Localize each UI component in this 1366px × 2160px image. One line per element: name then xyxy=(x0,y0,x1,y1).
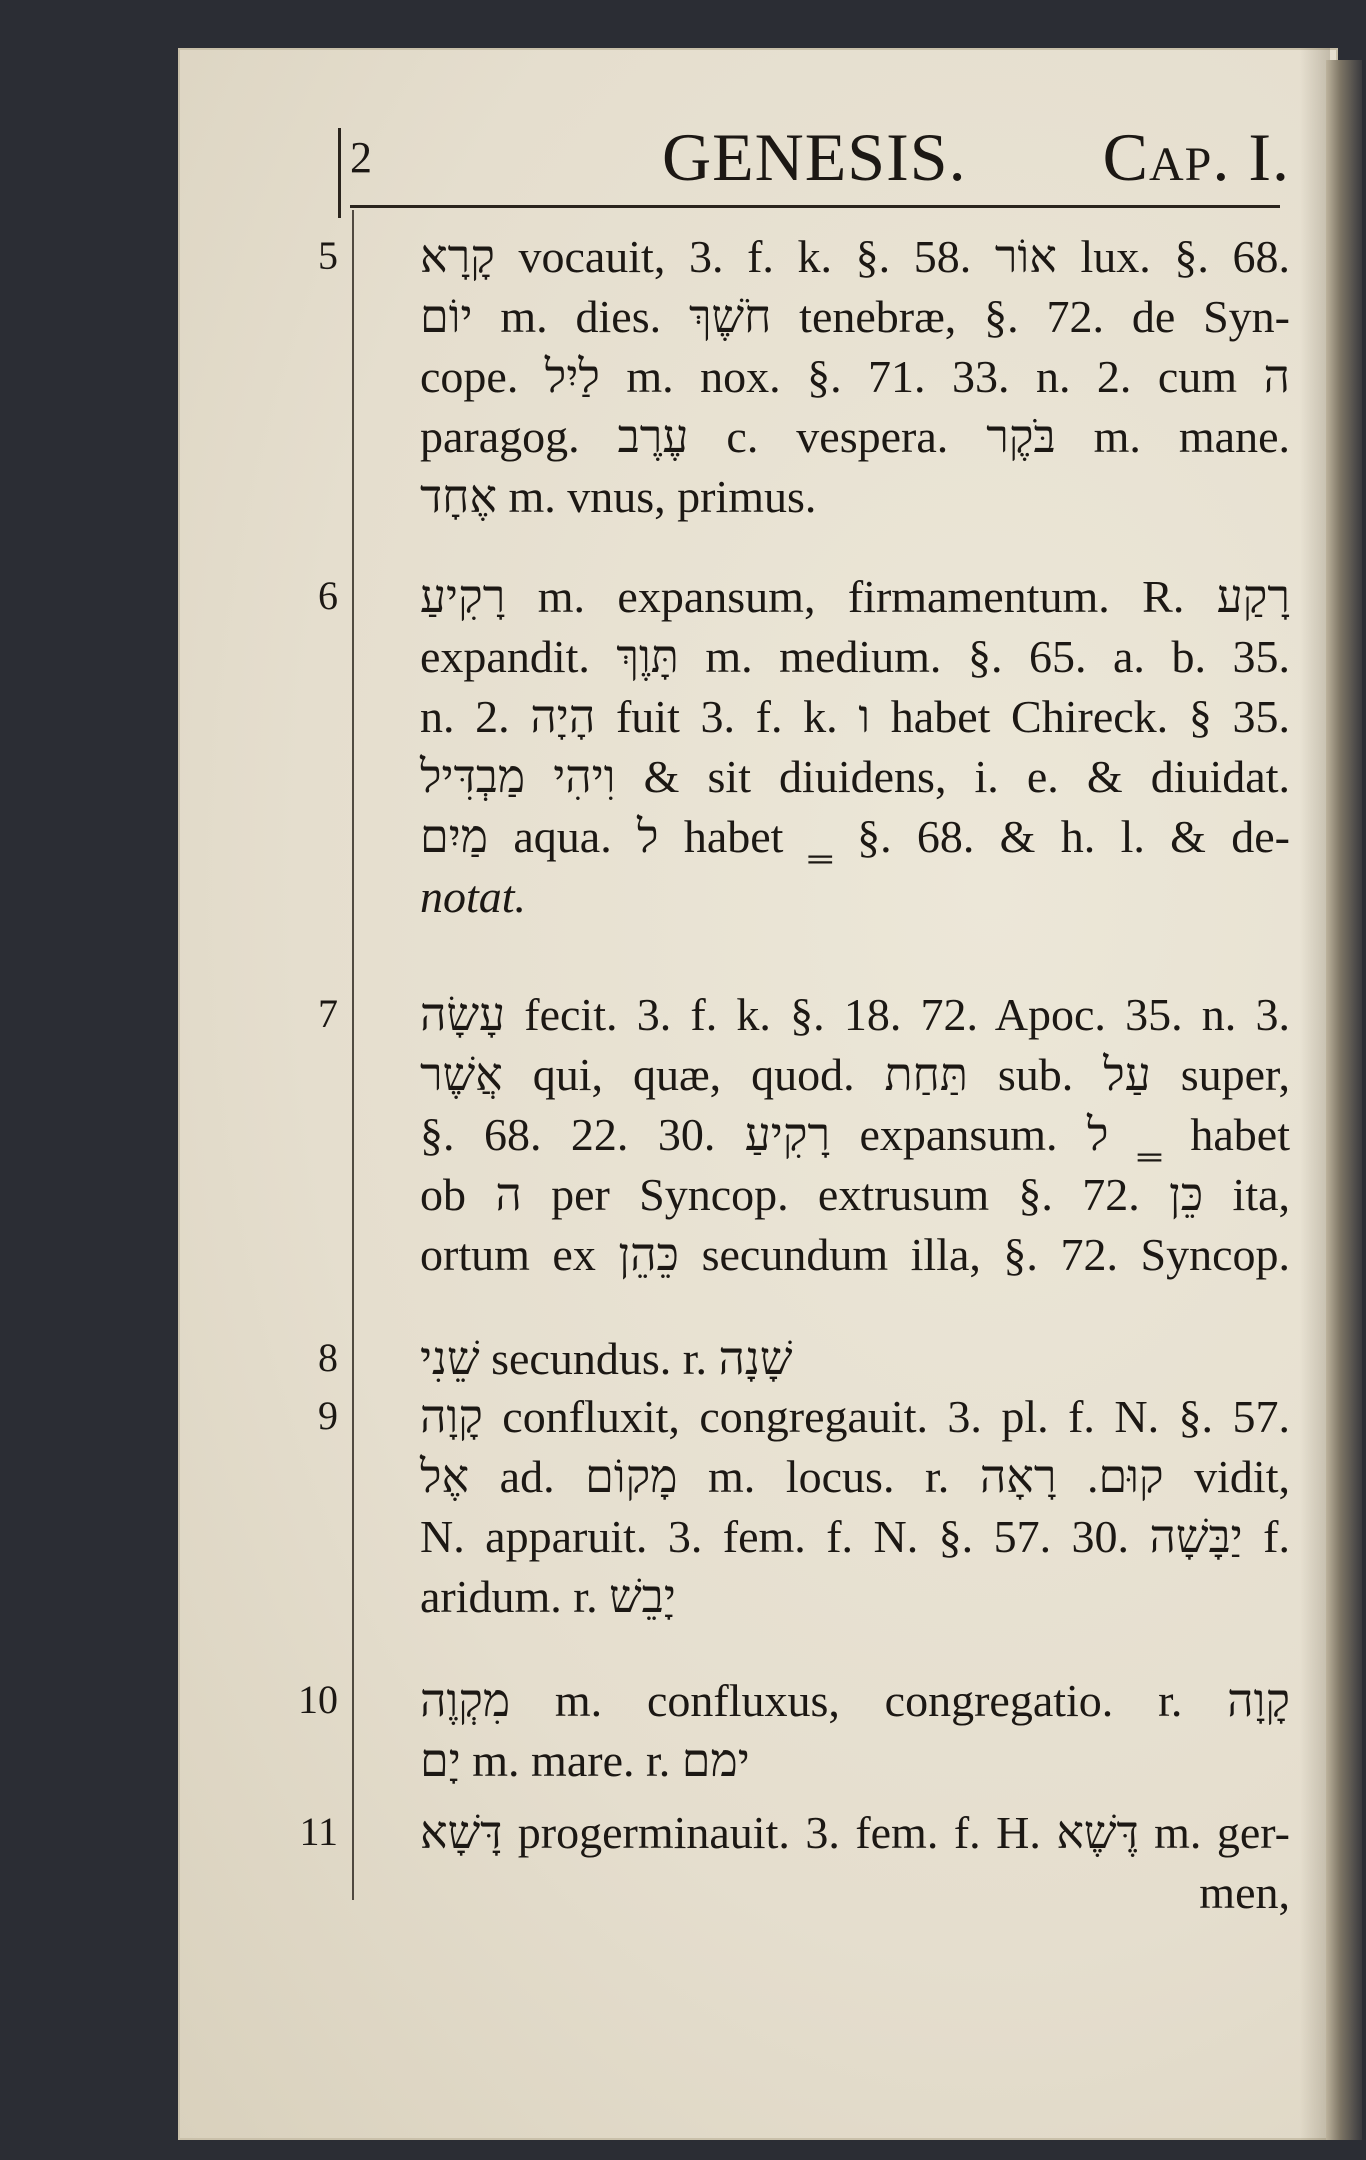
text-line: ob ה per Syncop. extrusum §. 72. כֵּן ita, xyxy=(420,1169,1291,1220)
chapter-label: Cap. I. xyxy=(1102,119,1290,195)
verse-number: 11 xyxy=(299,1809,338,1854)
verse-number: 6 xyxy=(318,573,338,618)
text-line: aridum. r. יָבֵשׁ xyxy=(420,1571,676,1622)
text-line: דָּשָׁא progerminauit. 3. fem. f. H. דֶּשֶׁא m. ger- xyxy=(420,1807,1290,1858)
verse-number: 9 xyxy=(318,1393,338,1438)
text-line: אֲשֶׁר qui, quæ, quod. תַּחַת sub. עַל super, xyxy=(420,1049,1291,1100)
text-line: קָרָא vocauit, 3. f. k. §. 58. אוֹר lux. §. 68. xyxy=(420,231,1290,282)
text-line: מַיִם aqua. ל habet ‗ §. 68. & h. l. & de- xyxy=(420,811,1290,862)
verse-number: 8 xyxy=(318,1335,338,1380)
text-line: paragog. עֶרֶב c. vespera. בֹּקֶר m. mane. xyxy=(420,411,1291,462)
text-line: ortum ex כֵּהֵן secundum illa, §. 72. Syncop. xyxy=(420,1229,1290,1280)
text-line: יוֹם m. dies. חֹשֶׁךְ tenebræ, §. 72. de Syn- xyxy=(420,291,1290,342)
text-line: יָם m. mare. r. ימם xyxy=(420,1735,750,1786)
text-line: קָוָה confluxit, congregauit. 3. pl. f. N. §. 57. xyxy=(420,1391,1290,1442)
text-line: וִיהִי מַבְדִּיל & sit diuidens, i. e. & diuidat. xyxy=(420,751,1290,802)
text-line: עָשָׂה fecit. 3. f. k. §. 18. 72. Apoc. 35. n. 3. xyxy=(420,989,1290,1040)
text-line: notat. xyxy=(420,871,527,922)
text-line: שֵׁנִי secundus. r. שָׁנָה xyxy=(420,1333,793,1384)
verse-number: 10 xyxy=(298,1677,338,1722)
text-line: אֶל ad. מָקוֹם m. locus. r. קוּם. רָאָה vidit, xyxy=(420,1451,1290,1502)
text-line: מִקְוֶה m. confluxus, congregatio. r. קָוָה xyxy=(420,1675,1290,1726)
verse-number: 7 xyxy=(318,991,338,1036)
text-line: men, xyxy=(1199,1867,1290,1918)
book-title: GENESIS. xyxy=(662,119,967,195)
page-number: 2 xyxy=(350,133,372,182)
text-line: §. 68. 22. 30. רָקִיעַ expansum. ל ‗ habet xyxy=(420,1109,1291,1160)
text-line: N. apparuit. 3. fem. f. N. §. 57. 30. יַבָּשָׁה f. xyxy=(420,1511,1290,1562)
text-line: אֶחָד m. vnus, primus. xyxy=(420,471,817,522)
verse-number: 5 xyxy=(318,233,338,278)
text-line: cope. לַיִל m. nox. §. 71. 33. n. 2. cum ה xyxy=(420,351,1290,402)
text-line: expandit. תָּוֶךְ m. medium. §. 65. a. b. 35. xyxy=(420,631,1290,682)
text-line: n. 2. הָיָה fuit 3. f. k. ו habet Chireck. § 35. xyxy=(420,691,1290,742)
text-line: רָקִיעַ m. expansum, firmamentum. R. רָקַע xyxy=(420,571,1290,622)
